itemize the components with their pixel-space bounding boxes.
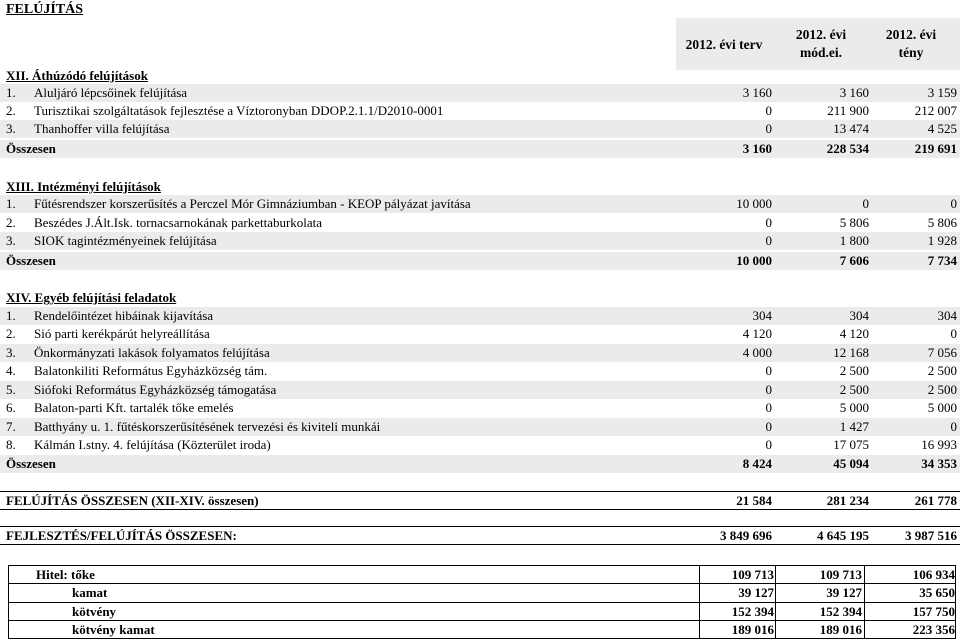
hitel-teny: 157 750 <box>912 604 955 619</box>
fejlesztes-felujitas-osszesen-mod: 4 645 195 <box>817 528 869 543</box>
value-mod: 12 168 <box>833 345 869 360</box>
value-mod: 13 474 <box>833 121 869 136</box>
row-label: Balaton-parti Kft. tartalék tőke emelés <box>34 400 234 415</box>
hitel-teny: 35 650 <box>919 585 955 600</box>
fejlesztes-felujitas-osszesen-teny: 3 987 516 <box>905 528 957 543</box>
value-terv: 0 <box>765 103 772 118</box>
value-terv: 304 <box>752 308 772 323</box>
header-col-terv: 2012. évi terv <box>685 37 763 52</box>
value-teny: 0 <box>950 419 957 434</box>
row-index: 1. <box>6 308 16 323</box>
total-label: Összesen <box>6 253 56 268</box>
fejlesztes-felujitas-osszesen-label: FEJLESZTÉS/FELÚJÍTÁS ÖSSZESEN: <box>6 528 237 543</box>
section-title-xiv: XIV. Egyéb felújítási feladatok <box>6 290 177 305</box>
value-mod: 17 075 <box>833 437 869 452</box>
value-terv: 0 <box>765 419 772 434</box>
value-mod: 2 500 <box>839 382 869 397</box>
row-label: Thanhoffer villa felújítása <box>34 121 170 136</box>
felujitas-osszesen-terv: 21 584 <box>736 493 772 508</box>
total-terv: 3 160 <box>742 141 772 156</box>
row-label: Önkormányzati lakások folyamatos felújítása <box>34 345 270 360</box>
value-teny: 212 007 <box>914 103 957 118</box>
total-terv: 8 424 <box>742 456 772 471</box>
row-label: Rendelőintézet hibáinak kijavítása <box>34 308 214 323</box>
value-teny: 2 500 <box>927 363 957 378</box>
hitel-label: kötvény <box>72 604 117 619</box>
section-total-row <box>0 140 960 158</box>
row-index: 8. <box>6 437 16 452</box>
value-teny: 2 500 <box>927 382 957 397</box>
value-mod: 211 900 <box>827 103 869 118</box>
value-terv: 0 <box>765 382 772 397</box>
section-total-row <box>0 455 960 473</box>
value-teny: 4 525 <box>927 121 957 136</box>
value-terv: 0 <box>765 121 772 136</box>
header-col-mod-line2: mód.ei. <box>800 45 842 60</box>
table-row <box>0 418 960 436</box>
value-mod: 5 806 <box>839 215 869 230</box>
value-mod: 0 <box>862 196 869 211</box>
value-mod: 304 <box>849 308 869 323</box>
value-teny: 3 159 <box>927 85 957 100</box>
table-row <box>0 381 960 399</box>
hitel-terv: 189 016 <box>731 622 774 637</box>
page-title: FELÚJÍTÁS <box>6 2 84 17</box>
header-col-teny-line1: 2012. évi <box>885 27 937 42</box>
row-label: Sió parti kerékpárút helyreállítása <box>34 326 210 341</box>
hitel-label: Hitel: tőke <box>36 567 95 582</box>
value-mod: 3 160 <box>839 85 869 100</box>
row-index: 2. <box>6 215 16 230</box>
value-terv: 0 <box>765 437 772 452</box>
table-row <box>0 84 960 102</box>
hitel-mod: 109 713 <box>819 567 862 582</box>
row-index: 2. <box>6 326 16 341</box>
row-label: Aluljáró lépcsőinek felújítása <box>34 85 188 100</box>
row-index: 6. <box>6 400 16 415</box>
table-row <box>0 214 960 232</box>
table-row <box>0 232 960 250</box>
felujitas-osszesen-mod: 281 234 <box>826 493 869 508</box>
value-mod: 4 120 <box>839 326 869 341</box>
value-teny: 16 993 <box>921 437 957 452</box>
value-mod: 5 000 <box>839 400 869 415</box>
total-terv: 10 000 <box>736 253 772 268</box>
value-mod: 2 500 <box>839 363 869 378</box>
hitel-row <box>0 566 960 583</box>
row-index: 3. <box>6 121 16 136</box>
total-mod: 45 094 <box>833 456 869 471</box>
value-terv: 0 <box>765 400 772 415</box>
row-label: Balatonkiliti Református Egyházközség tám. <box>34 363 268 378</box>
table-row <box>0 399 960 417</box>
value-terv: 0 <box>765 215 772 230</box>
value-mod: 1 800 <box>839 233 869 248</box>
hitel-label: kötvény kamat <box>72 622 155 637</box>
hitel-mod: 189 016 <box>819 622 862 637</box>
table-row <box>0 120 960 138</box>
row-index: 1. <box>6 85 16 100</box>
hitel-terv: 152 394 <box>731 604 774 619</box>
total-teny: 7 734 <box>927 253 957 268</box>
header-col-teny-line2: tény <box>898 45 924 60</box>
total-mod: 228 534 <box>826 141 869 156</box>
hitel-terv: 109 713 <box>731 567 774 582</box>
fejlesztes-felujitas-osszesen-terv: 3 849 696 <box>720 528 772 543</box>
hitel-teny: 223 356 <box>912 622 955 637</box>
hitel-teny: 106 934 <box>912 567 955 582</box>
row-label: Fűtésrendszer korszerűsítés a Perczel Mór Gimnáziumban - KEOP pályázat javítása <box>34 196 471 211</box>
value-teny: 5 806 <box>927 215 957 230</box>
value-terv: 4 000 <box>742 345 772 360</box>
row-label: SIOK tagintézményeinek felújítása <box>34 233 217 248</box>
row-label: Turisztikai szolgáltatások fejlesztése a Víztoronyban DDOP.2.1.1/D2010-0001 <box>34 103 444 118</box>
fejlesztes-felujitas-osszesen-row <box>0 526 960 545</box>
row-index: 2. <box>6 103 16 118</box>
value-teny: 0 <box>950 326 957 341</box>
total-mod: 7 606 <box>839 253 869 268</box>
row-index: 1. <box>6 196 16 211</box>
header-col-mod-line1: 2012. évi <box>795 27 847 42</box>
row-label: Beszédes J.Ált.Isk. tornacsarnokának parkettaburkolata <box>34 215 323 230</box>
row-index: 5. <box>6 382 16 397</box>
table-row <box>0 362 960 380</box>
value-mod: 1 427 <box>839 419 869 434</box>
table-row <box>0 195 960 213</box>
value-terv: 3 160 <box>742 85 772 100</box>
value-teny: 7 056 <box>927 345 957 360</box>
row-label: Batthyány u. 1. fűtéskorszerűsítésének tervezési és kiviteli munkái <box>34 419 381 434</box>
section-total-row <box>0 252 960 270</box>
table-row <box>0 344 960 362</box>
table-row <box>0 325 960 343</box>
hitel-row <box>0 621 960 638</box>
section-title-xii: XII. Áthúzódó felújítások <box>6 68 148 83</box>
hitel-terv: 39 127 <box>738 585 774 600</box>
table-row <box>0 436 960 454</box>
total-teny: 219 691 <box>914 141 957 156</box>
value-teny: 5 000 <box>927 400 957 415</box>
felujitas-osszesen-label: FELÚJÍTÁS ÖSSZESEN (XII-XIV. összesen) <box>6 493 259 508</box>
value-teny: 1 928 <box>927 233 957 248</box>
row-index: 3. <box>6 345 16 360</box>
row-index: 7. <box>6 419 16 434</box>
hitel-row <box>0 584 960 601</box>
total-label: Összesen <box>6 141 56 156</box>
row-index: 3. <box>6 233 16 248</box>
row-label: Siófoki Református Egyházközség támogatása <box>34 382 277 397</box>
hitel-mod: 39 127 <box>826 585 862 600</box>
row-label: Kálmán I.stny. 4. felújítása (Közterület iroda) <box>34 437 271 452</box>
total-label: Összesen <box>6 456 56 471</box>
row-index: 4. <box>6 363 16 378</box>
section-title-xiii: XIII. Intézményi felújítások <box>6 179 161 194</box>
felujitas-osszesen-teny: 261 778 <box>914 493 957 508</box>
hitel-mod: 152 394 <box>819 604 862 619</box>
felujitas-osszesen-row <box>0 491 960 510</box>
value-terv: 0 <box>765 363 772 378</box>
value-teny: 304 <box>937 308 957 323</box>
value-terv: 10 000 <box>736 196 772 211</box>
total-teny: 34 353 <box>921 456 957 471</box>
table-row <box>0 102 960 120</box>
hitel-label: kamat <box>72 585 108 600</box>
table-row <box>0 307 960 325</box>
value-teny: 0 <box>950 196 957 211</box>
value-terv: 4 120 <box>742 326 772 341</box>
hitel-row <box>0 603 960 620</box>
value-terv: 0 <box>765 233 772 248</box>
